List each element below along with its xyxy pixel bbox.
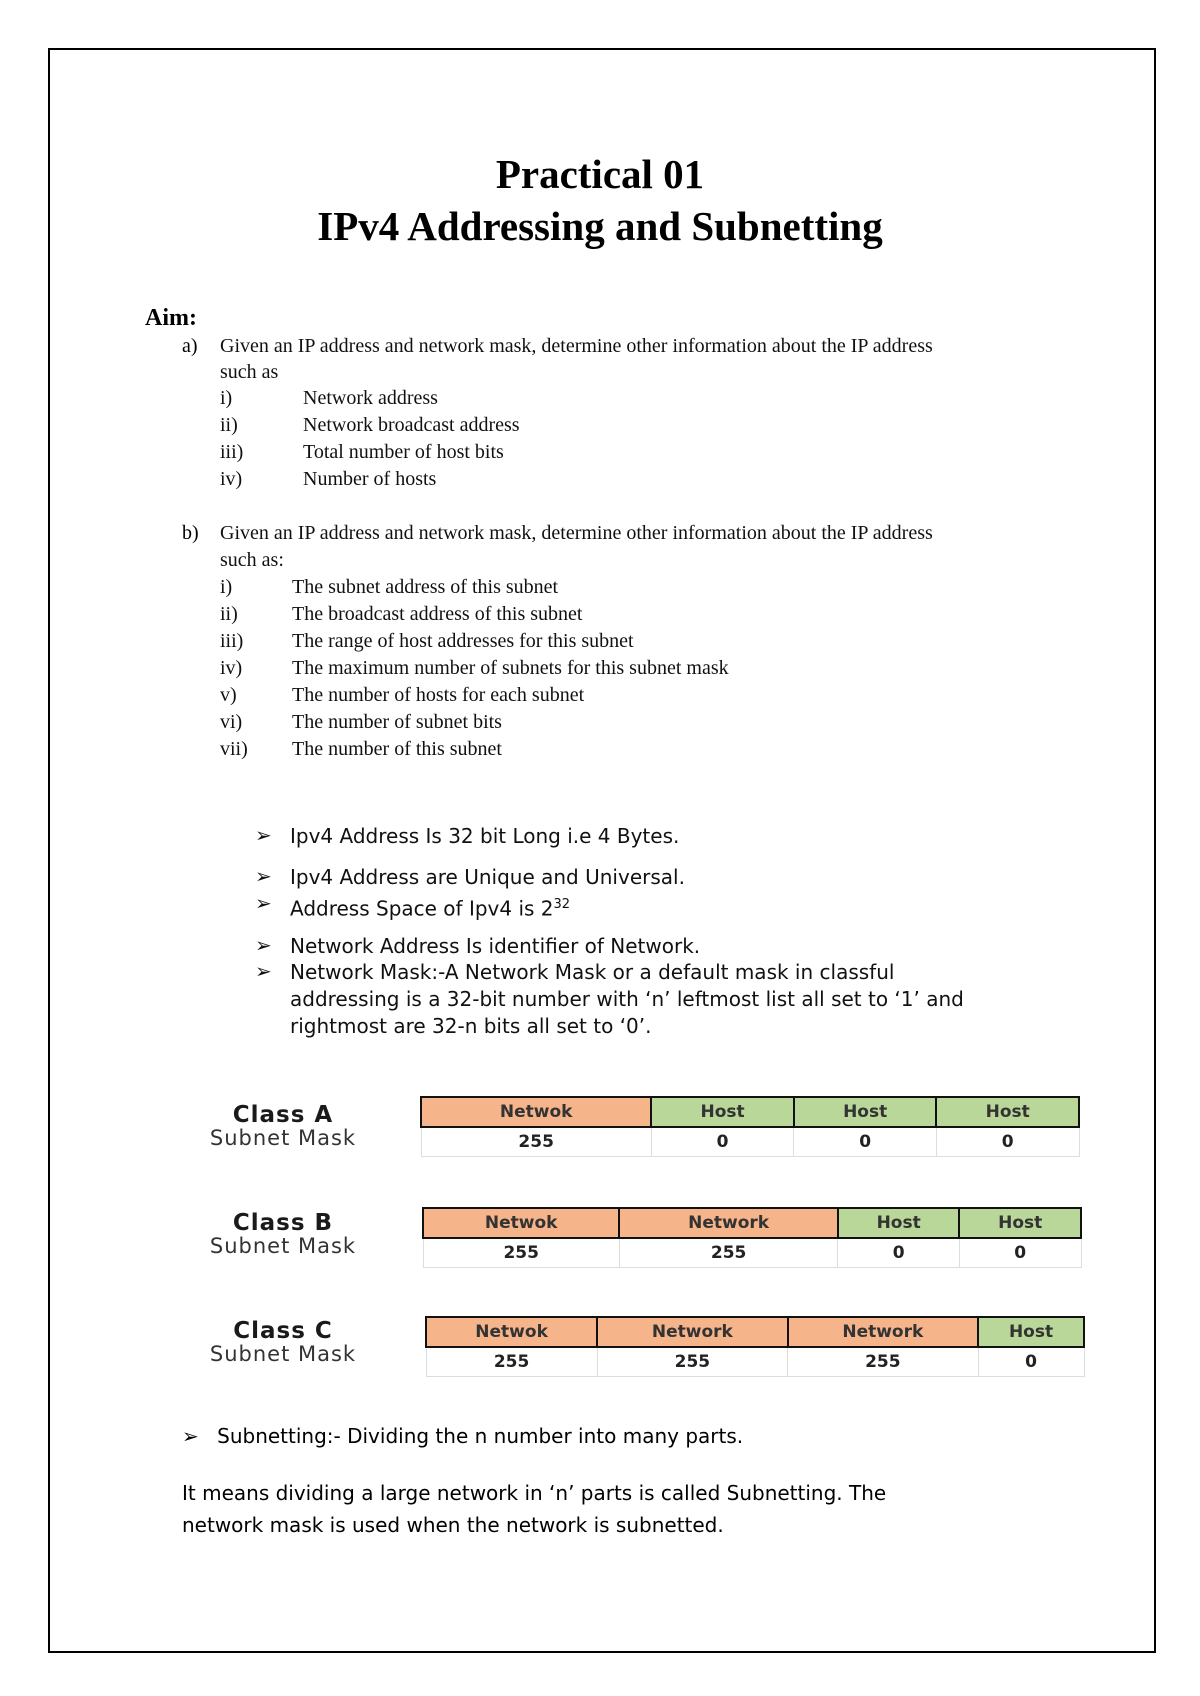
arrow-bullet-icon: ➢ xyxy=(255,891,272,915)
subnet-mask-label: Subnet Mask xyxy=(209,1342,357,1366)
list-item: Number of hosts xyxy=(303,468,437,490)
aim-heading: Aim: xyxy=(145,305,197,331)
octet-value: 255 xyxy=(423,1238,619,1268)
list-item: The number of this subnet xyxy=(292,738,502,760)
network-cell: Netwok xyxy=(423,1208,619,1238)
mask-header-row xyxy=(426,1317,1084,1347)
exponent: 32 xyxy=(553,897,571,912)
octet-value: 0 xyxy=(959,1238,1081,1268)
mask-value-row xyxy=(426,1347,1084,1377)
host-cell: Host xyxy=(651,1097,794,1127)
mask-value-row xyxy=(423,1238,1081,1268)
list-item-number: vi) xyxy=(220,711,243,733)
bullet-subnetting: ➢ Subnetting:- Dividing the n number into many parts. xyxy=(182,1424,744,1448)
list-item: The maximum number of subnets for this subnet mask xyxy=(292,657,729,679)
section-b-intro: Given an IP address and network mask, determine other information about the IP address xyxy=(220,522,933,544)
list-item: The range of host addresses for this subnet xyxy=(292,630,634,652)
list-item: Network broadcast address xyxy=(303,414,520,436)
list-item-number: iv) xyxy=(220,657,243,679)
list-item-number: i) xyxy=(220,387,233,409)
list-item-number: v) xyxy=(220,684,237,706)
section-b-intro-cont: such as: xyxy=(220,549,284,571)
list-item: The subnet address of this subnet xyxy=(292,576,559,598)
octet-value: 255 xyxy=(426,1347,597,1377)
list-item-number: ii) xyxy=(220,414,238,436)
host-cell: Host xyxy=(936,1097,1079,1127)
list-item: Network address xyxy=(303,387,438,409)
class-b-label: Class B xyxy=(232,1210,334,1236)
host-cell: Host xyxy=(959,1208,1081,1238)
network-cell: Network xyxy=(597,1317,787,1347)
arrow-bullet-icon: ➢ xyxy=(182,1424,199,1448)
page-border xyxy=(48,48,1156,1653)
section-b-marker: b) xyxy=(182,522,199,544)
subnet-mask-label: Subnet Mask xyxy=(209,1126,357,1150)
mask-value-row xyxy=(421,1127,1079,1157)
section-a-marker: a) xyxy=(182,335,198,357)
list-item: The broadcast address of this subnet xyxy=(292,603,583,625)
network-cell: Netwok xyxy=(421,1097,651,1127)
page-subtitle: IPv4 Addressing and Subnetting xyxy=(317,203,883,249)
arrow-bullet-icon: ➢ xyxy=(255,959,272,983)
arrow-bullet-icon: ➢ xyxy=(255,864,272,888)
network-cell: Netwok xyxy=(426,1317,597,1347)
list-item: Total number of host bits xyxy=(303,441,504,463)
class-a-mask-table xyxy=(420,1096,1080,1157)
list-item-number: iii) xyxy=(220,630,244,652)
octet-value: 0 xyxy=(838,1238,960,1268)
list-item-number: iii) xyxy=(220,441,244,463)
octet-value: 0 xyxy=(936,1127,1079,1157)
list-item: The number of subnet bits xyxy=(292,711,502,733)
subnet-mask-label: Subnet Mask xyxy=(209,1234,357,1258)
class-b-mask-table xyxy=(422,1207,1082,1268)
list-item-number: ii) xyxy=(220,603,238,625)
octet-value: 0 xyxy=(651,1127,794,1157)
list-item-number: i) xyxy=(220,576,233,598)
list-item: The number of hosts for each subnet xyxy=(292,684,585,706)
octet-value: 0 xyxy=(794,1127,937,1157)
mask-header-row xyxy=(423,1208,1081,1238)
octet-value: 255 xyxy=(597,1347,787,1377)
host-cell: Host xyxy=(978,1317,1084,1347)
closing-paragraph: It means dividing a large network in ‘n’ parts is called Subnetting. The network mask is used when the network is subnetted. xyxy=(182,1481,887,1537)
octet-value: 0 xyxy=(978,1347,1084,1377)
octet-value: 255 xyxy=(788,1347,978,1377)
section-a-intro: Given an IP address and network mask, determine other information about the IP address xyxy=(220,335,933,357)
network-cell: Network xyxy=(788,1317,978,1347)
list-item-number: vii) xyxy=(220,738,248,760)
host-cell: Host xyxy=(794,1097,937,1127)
list-item-number: iv) xyxy=(220,468,243,490)
class-c-mask-table xyxy=(425,1316,1085,1377)
page-title: Practical 01 xyxy=(495,151,705,197)
mask-header-row xyxy=(421,1097,1079,1127)
octet-value: 255 xyxy=(619,1238,837,1268)
host-cell: Host xyxy=(838,1208,960,1238)
network-cell: Network xyxy=(619,1208,837,1238)
octet-value: 255 xyxy=(421,1127,651,1157)
class-c-label: Class C xyxy=(233,1318,333,1344)
arrow-bullet-icon: ➢ xyxy=(255,823,272,847)
arrow-bullet-icon: ➢ xyxy=(255,933,272,957)
section-a-intro-cont: such as xyxy=(220,361,279,383)
class-a-label: Class A xyxy=(232,1102,334,1128)
